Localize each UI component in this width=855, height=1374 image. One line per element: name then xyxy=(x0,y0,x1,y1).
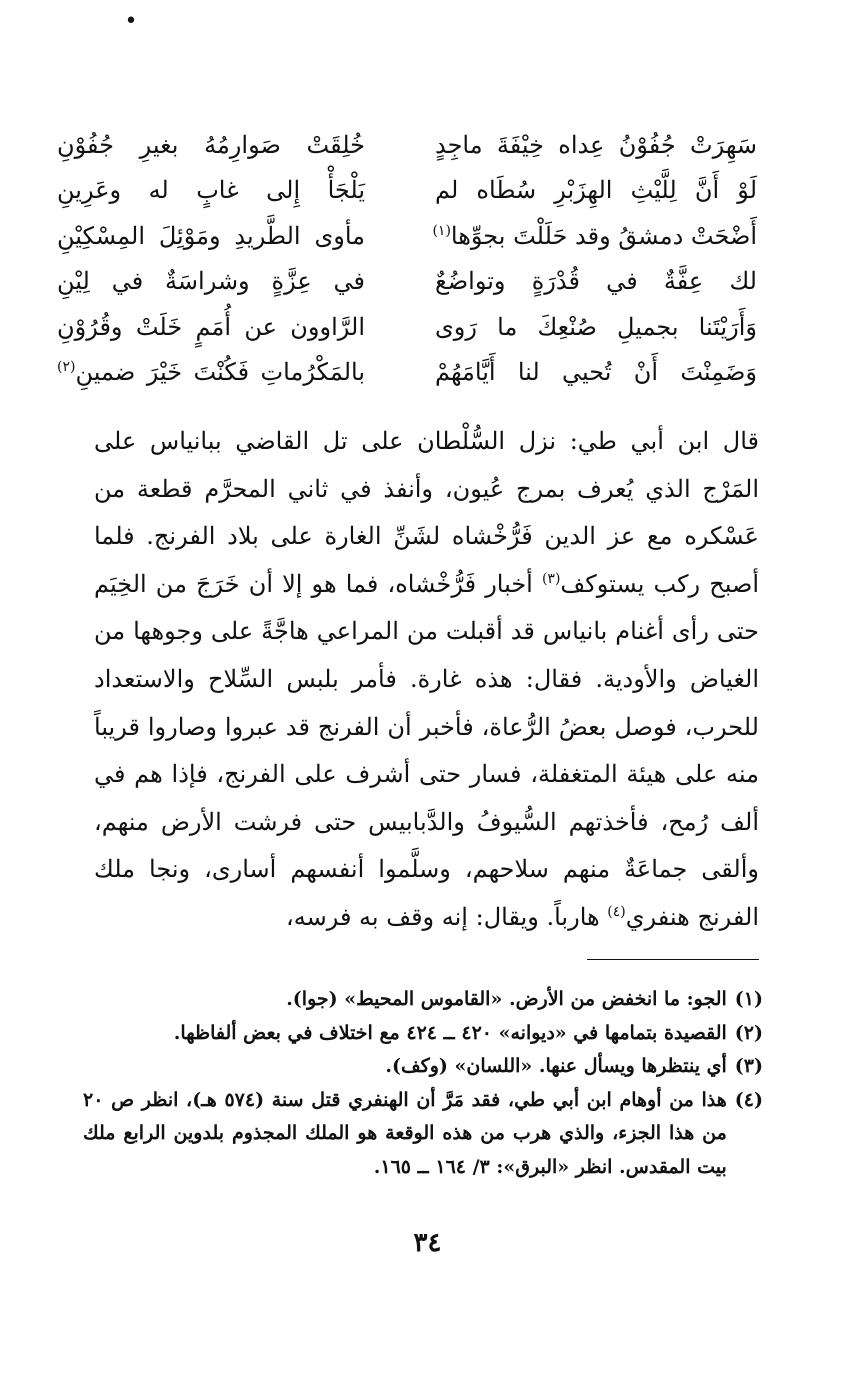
verse-text: أَضْحَتْ دمشقُ وقد حَلَلْتَ بجوِّها xyxy=(450,221,757,250)
prose-paragraph xyxy=(94,418,759,942)
footnote-text: القصيدة بتمامها في «ديوانه» ٤٢٠ ــ ٤٢٤ مع اختلاف في بعض ألفاظها. xyxy=(173,1021,727,1044)
footnote xyxy=(83,1050,763,1084)
verse-second-hemistich: في عِزَّةٍ وشراسَةٌ في لِيْنِ xyxy=(57,267,365,296)
verse-first-hemistich: لَوْ أَنَّ لِلَّيْثِ الهِزَبْرِ سُطَاه لم xyxy=(435,176,757,205)
verse-text: بالمَكْرُماتِ فَكُنْتَ خَيْرَ ضمينِ xyxy=(75,358,365,387)
footnote-ref: (٢) xyxy=(57,359,76,376)
footnote-separator xyxy=(587,959,759,960)
poem-verse xyxy=(57,304,757,350)
verse-first-hemistich xyxy=(432,219,757,253)
prose-text: هارباً. ويقال: إنه وقف به فرسه، xyxy=(285,902,608,931)
verse-second-hemistich: خُلِقَتْ صَوارِمُهُ بغيرِ جُفُوْنِ xyxy=(57,130,365,159)
verse-first-hemistich: وَأَرَيْتَنا بجميلِ صُنْعِكَ ما رَوى xyxy=(435,312,757,341)
footnote-text: هذا من أوهام ابن أبي طي، فقد مَرَّ أن الهنفري قتل سنة (٥٧٤ هـ)، انظر ص ٢٠ من هذا الجزء، والذي هرب من هذه الوقعة هو الملك المجذوم بلدوين الرابع ملك بيت المقدس. انظر «البرق»: ٣/ ١٦٤ ــ ١٦٥. xyxy=(83,1088,727,1178)
verse-first-hemistich: لك عِفَّةٌ في قُدْرَةٍ وتواضُعٌ xyxy=(435,267,757,296)
footnote xyxy=(83,1017,763,1051)
verse-first-hemistich: وَضَمِنْتَ أَنْ تُحيي لنا أَيَّامَهُمْ xyxy=(435,358,757,387)
verse-second-hemistich: يَلْجَأْ إِلى غابٍ له وعَرِينِ xyxy=(57,176,365,205)
prose-text: أخبار فَرُّخْشاه، فما هو إلا أن خَرَجَ من الخِيَم حتى رأى أغنام بانياس قد أقبلت من المراعي هاجَّةً على وجوهها من الغياض والأودية. فقال: هذه غارة. فأمر بلبس السِّلاح والاستعداد للحرب، فوصل بعضُ الرُّعاة، فأخبر أن الفرنج قد عبروا وصاروا قريباً منه على هيئة المتغفلة، فسار حتى أشرف على الفرنج، فإذا هم في ألف رُمح، فأخذتهم السُّيوفُ والدَّبابيس حتى فرشت الأرض منهم، وألقى جماعَةٌ منهم سلاحهم، وسلَّموا أنفسهم أسارى، ونجا ملك الفرنج هنفري xyxy=(94,569,759,931)
top-ink-mark: • xyxy=(124,9,138,34)
poem-block xyxy=(57,122,757,395)
footnote xyxy=(83,983,763,1017)
footnote-number: (١) xyxy=(734,988,763,1010)
prose-block xyxy=(94,418,759,942)
verse-second-hemistich: الرَّاوون عن أُمَمٍ خَلَتْ وقُرُوْنِ xyxy=(57,312,365,341)
footnote-text: الجو: ما انخفض من الأرض. «القاموس المحيط» (جوا). xyxy=(286,988,727,1010)
poem-verse xyxy=(57,168,757,214)
footnote-ref: (١) xyxy=(432,222,451,239)
verse-second-hemistich: مأوى الطَّريدِ ومَوْئِلَ المِسْكِيْنِ xyxy=(57,221,365,250)
footnote-text: أي ينتظرها ويسأل عنها. «اللسان» (وكف). xyxy=(385,1055,727,1077)
page-number: ٣٤ xyxy=(413,1228,442,1258)
verse-second-hemistich xyxy=(57,355,365,389)
footnote-ref: (٣) xyxy=(541,570,561,587)
footnote-number: (٢) xyxy=(734,1021,763,1044)
poem-verse xyxy=(57,122,757,168)
poem-verse xyxy=(57,213,757,259)
footnote-number: (٤) xyxy=(734,1088,763,1111)
footnote xyxy=(83,1084,763,1185)
verse-first-hemistich: سَهِرَتْ جُفُوْنُ عِداه خِيْفَةَ ماجِدٍ xyxy=(435,130,757,159)
footnote-number: (٣) xyxy=(734,1055,763,1077)
prose-text: قال ابن أبي طي: نزل السُّلْطان على تل القاضي ببانياس على المَرْج الذي يُعرف بمرج عُيون، وأنفذ في ثاني المحرَّم قطعة من عَسْكره مع عز الدين فَرُّخْشاه لشَنِّ الغارة على بلاد الفرنج. فلما أصبح ركب يستوكف xyxy=(94,427,759,598)
poem-verse xyxy=(57,259,757,305)
poem-verse xyxy=(57,350,757,396)
footnotes xyxy=(83,983,763,1184)
footnote-ref: (٤) xyxy=(607,903,626,920)
